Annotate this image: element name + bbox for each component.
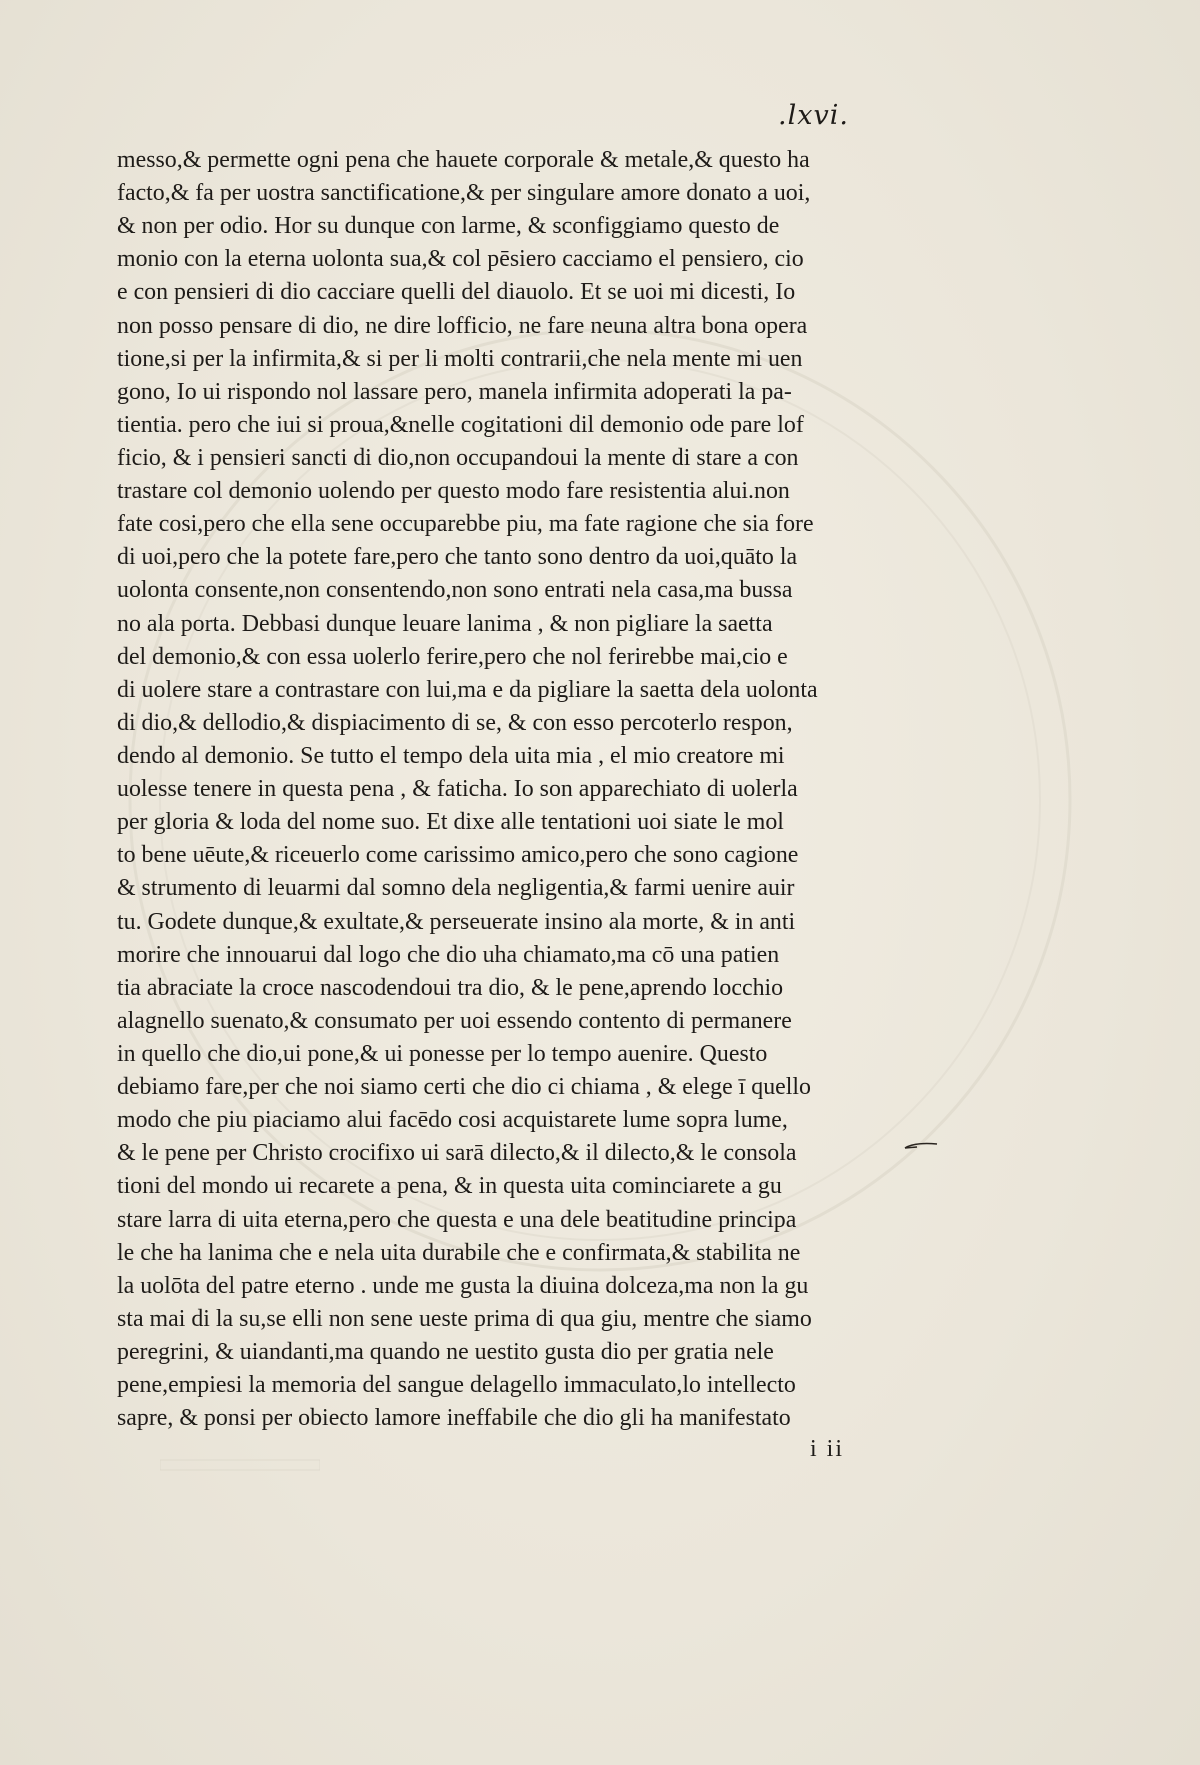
text-line: & non per odio. Hor su dunque con larme, & sconfiggiamo questo de: [117, 212, 780, 240]
text-line: la uolōta del patre eterno . unde me gusta la diuina dolceza,ma non la gu: [117, 1271, 809, 1299]
text-line: tia abraciate la croce nascodendoui tra dio, & le pene,aprendo locchio: [117, 973, 784, 1001]
text-line: messo,& permette ogni pena che hauete corporale & metale,& questo ha: [117, 146, 810, 173]
text-line: di uolere stare a contrastare con lui,ma e da pigliare la saetta dela uolonta: [117, 675, 818, 703]
text-line: tioni del mondo ui recarete a pena, & in questa uita cominciarete a gu: [117, 1172, 782, 1200]
text-line: le che ha lanima che e nela uita durabile che e confirmata,& stabilita ne: [117, 1238, 801, 1266]
text-line: e con pensieri di dio cacciare quelli del diauolo. Et se uoi mi dicesti, Io: [117, 278, 796, 306]
text-line: uolesse tenere in questa pena , & faticha. Io son apparechiato di uolerla: [117, 775, 798, 803]
text-line: in quello che dio,ui pone,& ui ponesse per lo tempo auenire. Questo: [117, 1039, 768, 1067]
folio-number: .lxvi.: [778, 100, 849, 131]
text-line: facto,& fa per uostra sanctificatione,& per singulare amore donato a uoi,: [117, 179, 811, 207]
text-line: & le pene per Christo crocifixo ui sarā dilecto,& il dilecto,& le consola: [117, 1139, 797, 1167]
text-line: non posso pensare di dio, ne dire lofficio, ne fare neuna altra bona opera: [117, 311, 808, 339]
text-line: del demonio,& con essa uolerlo ferire,pero che nol ferirebbe mai,cio e: [117, 642, 788, 670]
text-line: no ala porta. Debbasi dunque leuare lanima , & non pigliare la saetta: [117, 609, 773, 637]
text-line: sta mai di la su,se elli non sene ueste prima di qua giu, mentre che siamo: [117, 1304, 812, 1332]
text-line: & strumento di leuarmi dal somno dela negligentia,& farmi uenire auir: [117, 874, 795, 902]
text-line: to bene uēute,& riceuerlo come carissimo amico,pero che sono cagione: [117, 841, 799, 869]
marginal-pointer-mark: [903, 1138, 939, 1156]
text-line: tu. Godete dunque,& exultate,& perseuerate insino ala morte, & in anti: [117, 907, 796, 935]
library-stamp: [160, 1458, 320, 1475]
text-line: di uoi,pero che la potete fare,pero che tanto sono dentro da uoi,quāto la: [117, 543, 798, 571]
text-line: fate cosi,pero che ella sene occuparebbe piu, ma fate ragione che sia fore: [117, 510, 814, 538]
signature-mark: i ii: [810, 1436, 845, 1462]
text-line: di dio,& dellodio,& dispiacimento di se, & con esso percoterlo respon,: [117, 708, 793, 736]
text-line: debiamo fare,per che noi siamo certi che dio ci chiama , & elege ī quello: [117, 1073, 812, 1101]
text-line: monio con la eterna uolonta sua,& col pēsiero cacciamo el pensiero, cio: [117, 245, 804, 273]
text-line: alagnello suenato,& consumato per uoi essendo contento di permanere: [117, 1006, 792, 1034]
text-line: morire che innouarui dal logo che dio uha chiamato,ma cō una patien: [117, 940, 780, 968]
text-line: trastare col demonio uolendo per questo modo fare resistentia alui.non: [117, 477, 790, 505]
text-line: dendo al demonio. Se tutto el tempo dela uita mia , el mio creatore mi: [117, 741, 785, 769]
text-line: peregrini, & uiandanti,ma quando ne uestito gusta dio per gratia nele: [117, 1337, 774, 1365]
text-line: tientia. pero che iui si proua,&nelle cogitationi dil demonio ode pare lof: [117, 410, 804, 438]
text-line: ficio, & i pensieri sancti di dio,non occupandoui la mente di stare a con: [117, 443, 799, 471]
text-line: pene,empiesi la memoria del sangue delagello immaculato,lo intellecto: [117, 1371, 796, 1399]
text-line: per gloria & loda del nome suo. Et dixe alle tentationi uoi siate le mol: [117, 808, 784, 836]
text-line: sapre, & ponsi per obiecto lamore ineffabile che dio gli ha manifestato: [117, 1404, 791, 1432]
text-line: tione,si per la infirmita,& si per li molti contrarii,che nela mente mi uen: [117, 344, 803, 372]
text-line: gono, Io ui rispondo nol lassare pero, manela infirmita adoperati la pa-: [117, 377, 792, 405]
text-line: modo che piu piaciamo alui facēdo cosi acquistarete lume sopra lume,: [117, 1106, 788, 1134]
text-line: stare larra di uita eterna,pero che questa e una dele beatitudine principa: [117, 1205, 797, 1233]
text-line: uolonta consente,non consentendo,non sono entrati nela casa,ma bussa: [117, 576, 793, 604]
text-column: [117, 143, 927, 1434]
